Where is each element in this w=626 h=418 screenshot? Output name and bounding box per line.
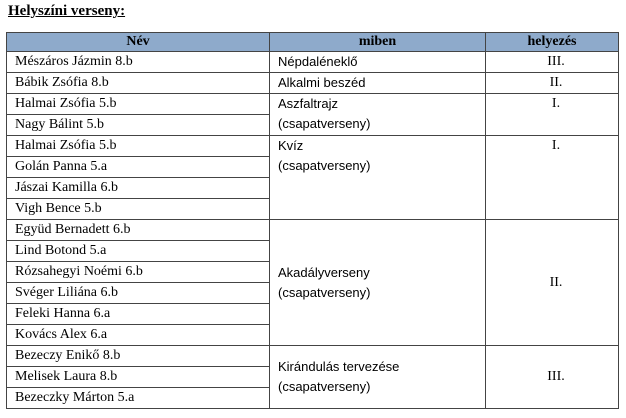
column-header-helyezes: helyezés — [486, 33, 619, 52]
event-cell — [270, 52, 486, 73]
name-cell: Lind Botond 5.a — [7, 241, 270, 262]
event-cell — [270, 220, 486, 346]
table-row — [7, 94, 619, 115]
event-label: Kirándulás tervezése — [278, 359, 400, 374]
event-cell — [270, 136, 486, 220]
event-cell — [270, 73, 486, 94]
event-cell — [270, 94, 486, 136]
column-header-miben: miben — [270, 33, 486, 52]
name-cell: Halmai Zsófia 5.b — [7, 94, 270, 115]
event-label: Kvíz — [278, 138, 304, 153]
name-cell: Rózsahegyi Noémi 6.b — [7, 262, 270, 283]
event-label: (csapatverseny) — [278, 379, 371, 394]
table-row — [7, 220, 619, 241]
event-label: Akadályverseny — [278, 264, 370, 280]
event-label: Aszfaltrajz — [278, 96, 338, 111]
placement-cell: III. — [486, 346, 619, 409]
name-cell: Jászai Kamilla 6.b — [7, 178, 270, 199]
placement-cell: I. — [486, 136, 619, 220]
table-row — [7, 73, 619, 94]
placement-cell: I. — [486, 94, 619, 136]
name-cell: Nagy Bálint 5.b — [7, 115, 270, 136]
name-cell: Kovács Alex 6.a — [7, 325, 270, 346]
page-title: Helyszíni verseny: — [8, 3, 126, 19]
name-cell: Vigh Bence 5.b — [7, 199, 270, 220]
event-label: Alkalmi beszéd — [278, 75, 366, 90]
results-table — [6, 32, 619, 409]
name-cell: Golán Panna 5.a — [7, 157, 270, 178]
placement-cell: II. — [486, 73, 619, 94]
table-row — [7, 52, 619, 73]
event-label: (csapatverseny) — [278, 116, 371, 131]
name-cell: Együd Bernadett 6.b — [7, 220, 270, 241]
event-label: (csapatverseny) — [278, 284, 371, 300]
table-row — [7, 136, 619, 157]
event-label: Népdaléneklő — [278, 54, 358, 69]
column-header-nev: Név — [7, 33, 270, 52]
name-cell: Svéger Liliána 6.b — [7, 283, 270, 304]
name-cell: Bezeczky Márton 5.a — [7, 388, 270, 409]
event-label: (csapatverseny) — [278, 158, 371, 173]
table-header-row — [7, 33, 619, 52]
placement-cell: III. — [486, 52, 619, 73]
placement-cell: II. — [486, 220, 619, 346]
name-cell: Bábik Zsófia 8.b — [7, 73, 270, 94]
name-cell: Feleki Hanna 6.a — [7, 304, 270, 325]
name-cell: Mészáros Jázmin 8.b — [7, 52, 270, 73]
name-cell: Halmai Zsófia 5.b — [7, 136, 270, 157]
event-cell — [270, 346, 486, 409]
name-cell: Bezeczy Enikő 8.b — [7, 346, 270, 367]
table-row — [7, 346, 619, 367]
name-cell: Melisek Laura 8.b — [7, 367, 270, 388]
